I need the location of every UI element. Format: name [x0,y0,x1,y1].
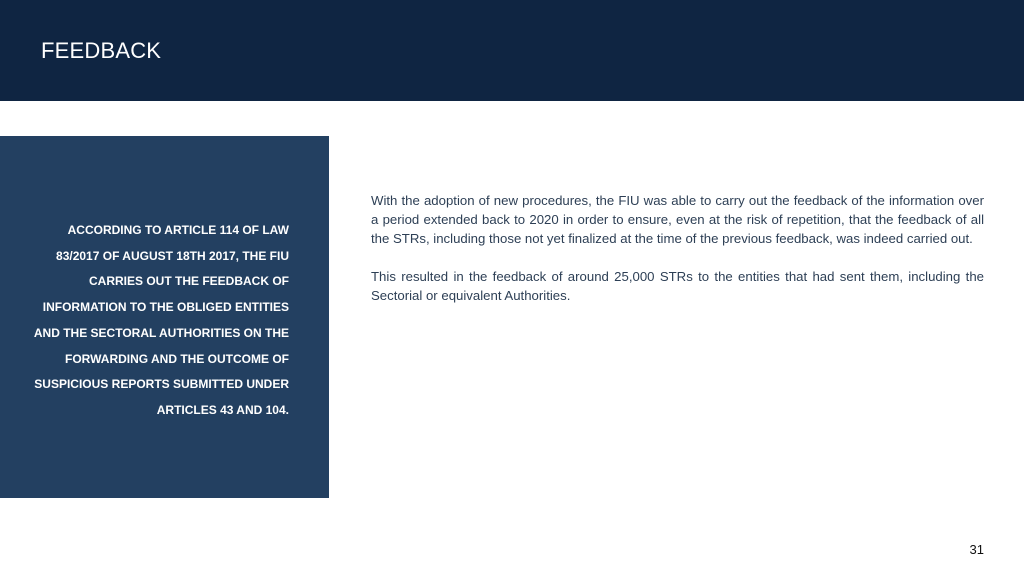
side-panel-line: 83/2017 OF AUGUST 18TH 2017, THE FIU [56,248,289,263]
side-panel-line: CARRIES OUT THE FEEDBACK OF [88,274,289,289]
side-panel-text [27,218,289,424]
side-panel-line: ARTICLES 43 AND 104. [156,402,289,417]
side-panel [0,136,329,498]
side-panel-line: ACCORDING TO ARTICLE 114 OF LAW [67,223,289,237]
body-text [371,191,984,305]
side-panel-line: INFORMATION TO THE OBLIGED ENTITIES [42,300,289,315]
side-panel-line: SUSPICIOUS REPORTS SUBMITTED UNDER [34,377,289,392]
body-paragraph-procedures: With the adoption of new procedures, the FIU was able to carry out the feedback of the information over a period extended back to 2020 in order to ensure, even at the risk of repetition, that the feedback of all the STRs, including those not yet finalized at the time of the previous feedback, was indeed carried out. [371,193,984,246]
slide-title: FEEDBACK [41,38,162,63]
body-paragraph-result: This resulted in the feedback of around 25,000 STRs to the entities that had sent them, including the Sectorial or equivalent Authorities. [371,269,984,303]
header-bar [0,0,1024,101]
side-panel-line: FORWARDING AND THE OUTCOME OF [65,351,289,366]
page-number: 31 [969,542,984,557]
side-panel-line: AND THE SECTORAL AUTHORITIES ON THE [33,325,289,340]
